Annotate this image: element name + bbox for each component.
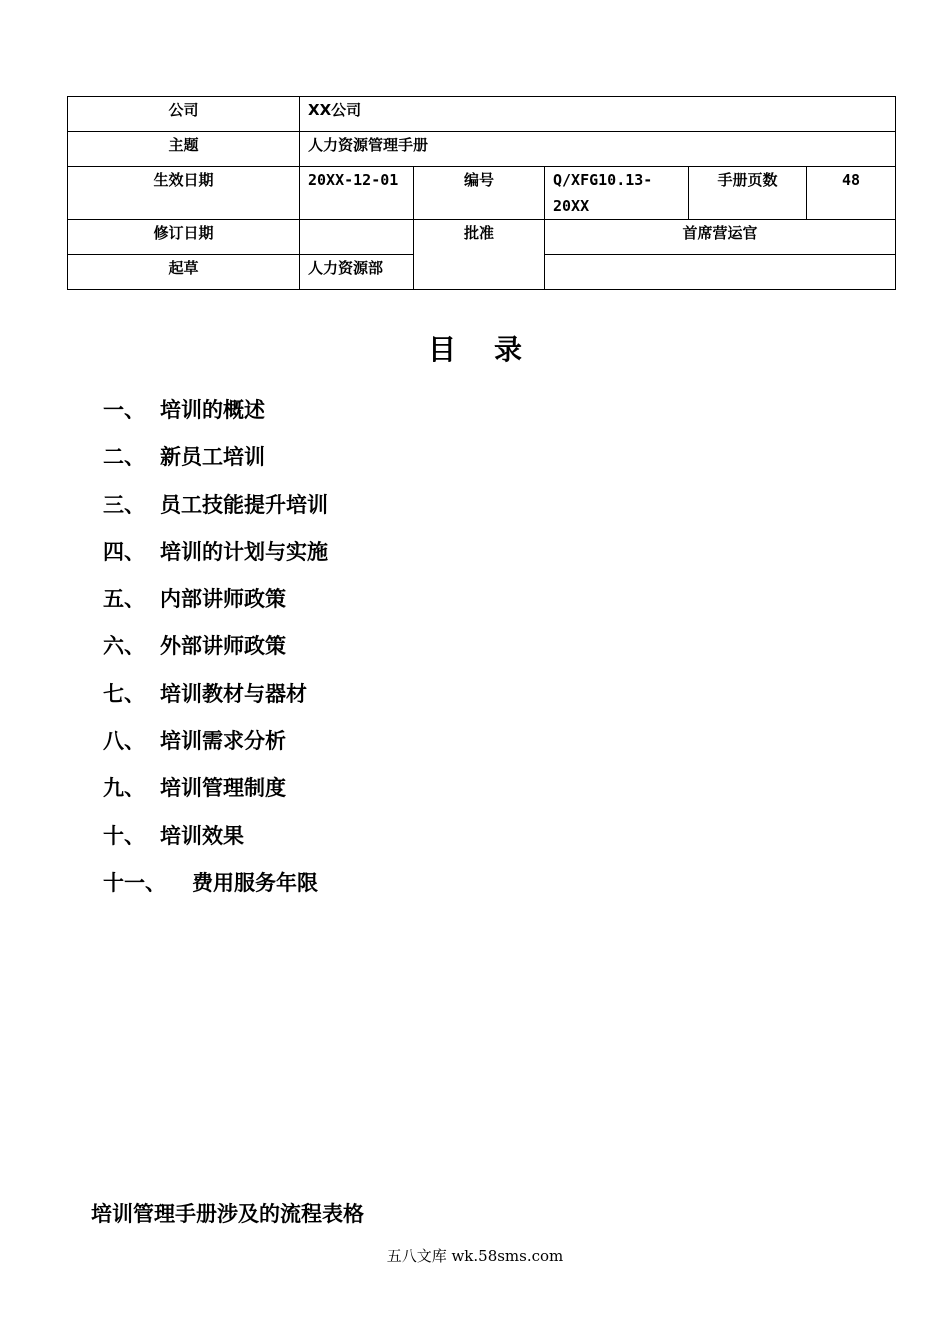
code-value: Q/XFG10.13-20XX — [545, 167, 689, 220]
toc-item-text: 员工技能提升培训 — [160, 492, 328, 517]
toc-item — [103, 723, 328, 770]
toc-item — [103, 770, 328, 817]
drafter-label: 起草 — [68, 255, 300, 290]
toc-item-number: 五、 — [103, 587, 145, 612]
approval-signature-cell — [545, 255, 896, 290]
toc-item — [103, 818, 328, 865]
toc-item-number: 七、 — [103, 681, 145, 706]
effective-date-label: 生效日期 — [68, 167, 300, 220]
toc-item-text: 外部讲师政策 — [160, 634, 286, 659]
pages-label: 手册页数 — [689, 167, 807, 220]
footer-watermark: 五八文库 wk.58sms.com — [386, 1247, 564, 1265]
toc-item — [103, 392, 328, 439]
approval-label: 批准 — [414, 220, 545, 290]
subject-row — [68, 132, 896, 167]
document-info-table — [67, 96, 896, 290]
company-label: 公司 — [68, 97, 300, 132]
toc-item — [103, 534, 328, 581]
company-row — [68, 97, 896, 132]
toc-item-number: 六、 — [103, 634, 145, 659]
toc-item-number: 三、 — [103, 492, 145, 517]
drafter-value: 人力资源部 — [300, 255, 414, 290]
toc-item-number: 八、 — [103, 729, 145, 754]
toc-item-text: 培训需求分析 — [160, 729, 286, 754]
toc-title: 目录 — [427, 333, 560, 366]
toc-item-number: 十、 — [103, 823, 145, 848]
toc-item-number: 九、 — [103, 776, 145, 801]
toc-item — [103, 676, 328, 723]
subject-value: 人力资源管理手册 — [300, 132, 896, 167]
toc-item-text: 培训教材与器材 — [160, 681, 307, 706]
toc-item-text: 内部讲师政策 — [160, 587, 286, 612]
toc-item-text: 培训管理制度 — [160, 776, 286, 801]
toc-item-number: 二、 — [103, 445, 145, 470]
toc-item-text: 费用服务年限 — [192, 870, 318, 895]
toc-item — [103, 487, 328, 534]
effective-date-value: 20XX-12-01 — [300, 167, 414, 220]
table-of-contents — [103, 392, 328, 912]
toc-item — [103, 865, 328, 912]
revision-date-label: 修订日期 — [68, 220, 300, 255]
subject-label: 主题 — [68, 132, 300, 167]
toc-item — [103, 581, 328, 628]
toc-item — [103, 628, 328, 675]
toc-item-number: 十一、 — [103, 870, 166, 895]
toc-item-text: 培训的计划与实施 — [160, 539, 328, 564]
effective-date-row — [68, 167, 896, 220]
toc-item-text: 培训的概述 — [160, 398, 265, 422]
toc-item-text: 培训效果 — [160, 823, 244, 848]
toc-item — [103, 439, 328, 486]
toc-item-number: 四、 — [103, 539, 145, 564]
approver-value: 首席营运官 — [545, 220, 896, 255]
section-title: 培训管理手册涉及的流程表格 — [91, 1202, 364, 1226]
pages-value: 48 — [807, 167, 896, 220]
revision-date-value — [300, 220, 414, 255]
toc-item-number: 一、 — [103, 398, 145, 422]
toc-item-text: 新员工培训 — [160, 445, 265, 470]
company-value: XX公司 — [300, 97, 896, 132]
code-label: 编号 — [414, 167, 545, 220]
revision-date-row — [68, 220, 896, 255]
